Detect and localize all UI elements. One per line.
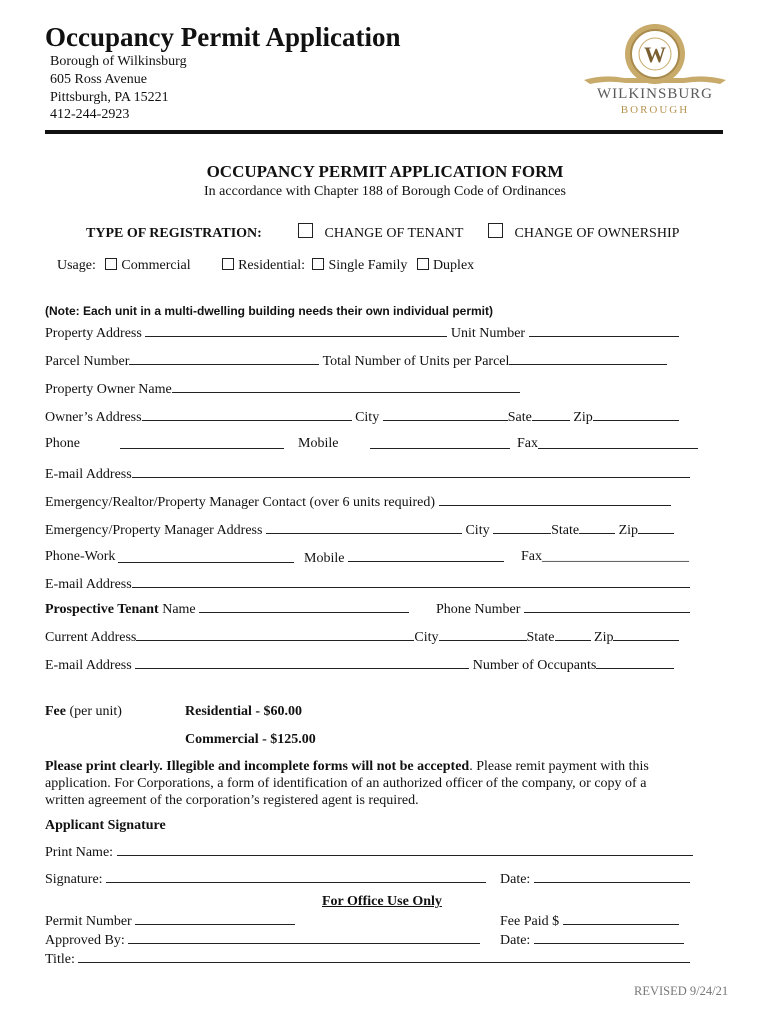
checkbox-commercial[interactable] <box>105 258 117 270</box>
row-owner-name: Property Owner Name <box>45 380 520 398</box>
owner-email-field[interactable] <box>132 465 690 478</box>
tenant-phone-field[interactable] <box>524 600 690 613</box>
emergency-fax[interactable]: Fax_____________________ <box>521 549 689 564</box>
fee-label: Fee (per unit) <box>45 704 122 719</box>
office-date-field[interactable] <box>534 931 684 944</box>
row-emergency-contact: Emergency/Realtor/Property Manager Contact (over 6 units required) <box>45 493 671 511</box>
parcel-number-field[interactable] <box>129 352 319 365</box>
fax-label: Fax <box>517 436 538 451</box>
borough-logo <box>584 22 726 122</box>
type-change-owner[interactable]: CHANGE OF OWNERSHIP <box>488 223 679 242</box>
emergency-email-field[interactable] <box>132 575 690 588</box>
mobile-field[interactable] <box>370 448 510 449</box>
tenant-state-field[interactable] <box>555 628 591 641</box>
phone-field[interactable] <box>120 448 284 449</box>
tenant-email-field[interactable] <box>135 656 469 669</box>
title-field[interactable] <box>78 950 690 963</box>
emergency-mobile-field[interactable] <box>348 549 504 562</box>
row-print-name: Print Name: <box>45 843 693 861</box>
signature-date-field[interactable] <box>534 870 690 883</box>
owner-state-field[interactable] <box>532 408 570 421</box>
owner-name-field[interactable] <box>172 380 520 393</box>
phone-label: Phone <box>45 436 80 451</box>
owner-zip-field[interactable] <box>593 408 679 421</box>
signature-field[interactable] <box>106 870 486 883</box>
row-parcel: Parcel Number Total Number of Units per Parcel <box>45 352 667 370</box>
revised-date: REVISED 9/24/21 <box>634 984 729 998</box>
checkbox-change-tenant[interactable] <box>298 223 313 238</box>
tenant-zip-field[interactable] <box>613 628 679 641</box>
row-permit-number: Permit Number <box>45 912 295 930</box>
row-prospective-tenant: Prospective Tenant Name <box>45 600 409 618</box>
usage-row: Usage: Commercial Residential: Single Family Duplex <box>57 258 475 273</box>
row-emergency-email: E-mail Address <box>45 575 690 593</box>
emergency-state-field[interactable] <box>579 521 615 534</box>
checkbox-residential[interactable] <box>222 258 234 270</box>
emergency-city-field[interactable] <box>493 521 551 534</box>
fee-residential: Residential - $60.00 <box>185 704 303 719</box>
row-owner-address: Owner’s Address City Sate Zip <box>45 408 679 426</box>
approved-by-field[interactable] <box>128 931 480 944</box>
unit-number-field[interactable] <box>529 324 679 337</box>
type-change-tenant[interactable]: CHANGE OF TENANT <box>298 223 463 242</box>
form-subtitle: In accordance with Chapter 188 of Borough Code of Ordinances <box>204 184 566 199</box>
row-property-address: Property Address Unit Number <box>45 324 679 342</box>
page-title: Occupancy Permit Application <box>45 22 401 52</box>
property-address-field[interactable] <box>145 324 447 337</box>
permit-number-field[interactable] <box>135 912 295 925</box>
applicant-signature-heading: Applicant Signature <box>45 818 166 833</box>
current-address-field[interactable] <box>136 628 414 641</box>
row-office-date: Date: <box>500 931 684 949</box>
phone-work-label: Phone-Work <box>45 549 116 564</box>
row-tenant-phone: Phone Number <box>436 600 690 618</box>
row-signature: Signature: <box>45 870 486 888</box>
fee-paid-field[interactable] <box>563 912 679 925</box>
fax-field[interactable] <box>538 448 698 449</box>
row-approved-by: Approved By: <box>45 931 480 949</box>
row-signature-date: Date: <box>500 870 690 888</box>
total-units-field[interactable] <box>509 352 667 365</box>
occupants-field[interactable] <box>596 656 674 669</box>
owner-city-field[interactable] <box>383 408 508 421</box>
instructions-line-2: application. For Corporations, a form of identification of an authorized officer of the company, or copy of a <box>45 776 647 791</box>
mobile-label: Mobile <box>298 436 339 451</box>
type-registration-label: TYPE OF REGISTRATION: <box>86 226 262 241</box>
logo-name: WILKINSBURG <box>597 86 713 102</box>
checkbox-change-owner[interactable] <box>488 223 503 238</box>
office-use-heading: For Office Use Only <box>322 894 442 909</box>
row-tenant-email: E-mail Address Number of Occupants <box>45 656 674 674</box>
address-line-4: 412-244-2923 <box>50 107 130 122</box>
note: (Note: Each unit in a multi-dwelling building needs their own individual permit) <box>45 304 494 318</box>
emergency-address-field[interactable] <box>266 521 462 534</box>
row-owner-email: E-mail Address <box>45 465 690 483</box>
logo-sub: BOROUGH <box>620 104 690 116</box>
address-line-3: Pittsburgh, PA 15221 <box>50 90 169 105</box>
header-divider <box>45 130 723 134</box>
borough-seal-icon <box>584 22 726 122</box>
address-line-2: 605 Ross Avenue <box>50 72 147 87</box>
form-title: OCCUPANCY PERMIT APPLICATION FORM <box>206 162 564 181</box>
fee-commercial: Commercial - $125.00 <box>185 732 316 747</box>
instructions-line-3: written agreement of the corporation’s registered agent is required. <box>45 793 419 808</box>
phone-work-field[interactable] <box>118 562 294 563</box>
checkbox-single-family[interactable] <box>312 258 324 270</box>
tenant-name-field[interactable] <box>199 600 409 613</box>
row-fee-paid: Fee Paid $ <box>500 912 679 930</box>
emergency-contact-field[interactable] <box>439 493 671 506</box>
row-current-address: Current Address City State Zip <box>45 628 679 646</box>
instructions-line-1: Please print clearly. Illegible and incomplete forms will not be accepted. Please remit payment with this <box>45 759 649 774</box>
row-title: Title: <box>45 950 690 968</box>
print-name-field[interactable] <box>117 843 693 856</box>
tenant-city-field[interactable] <box>439 628 527 641</box>
logo-letter: W <box>644 42 666 67</box>
row-emergency-address: Emergency/Property Manager Address City State Zip <box>45 521 674 539</box>
checkbox-duplex[interactable] <box>417 258 429 270</box>
owner-address-field[interactable] <box>142 408 352 421</box>
emergency-zip-field[interactable] <box>638 521 674 534</box>
address-line-1: Borough of Wilkinsburg <box>50 54 187 69</box>
row-emergency-mobile: Mobile <box>304 549 504 567</box>
